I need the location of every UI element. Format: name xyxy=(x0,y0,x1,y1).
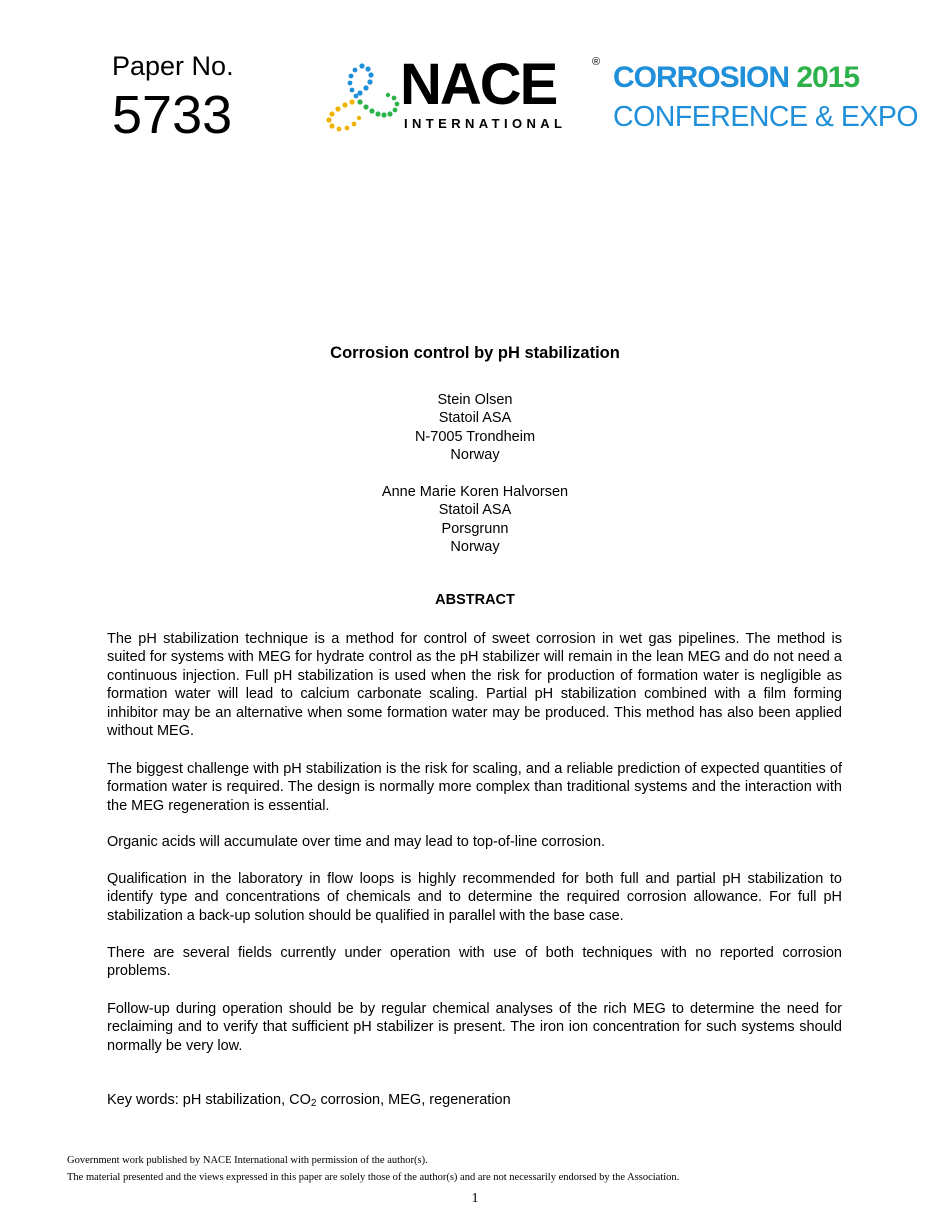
author-city: Porsgrunn xyxy=(441,520,509,537)
footer-disclaimer: The material presented and the views expressed in this paper are solely those of the author(s) and are not necessarily endorsed by the Association. xyxy=(67,1172,680,1183)
nace-swirl-icon xyxy=(322,58,402,134)
author-company: Statoil ASA xyxy=(438,410,512,427)
nace-logo xyxy=(322,52,612,134)
conference-subtitle: CONFERENCE & EXPO xyxy=(613,101,919,133)
footer-permission: Government work published by NACE International with permission of the author(s). xyxy=(67,1155,428,1166)
paper-title: Corrosion control by pH stabilization xyxy=(330,344,620,362)
abstract-paragraph: Organic acids will accumulate over time and may lead to top-of-line corrosion. xyxy=(107,834,606,850)
author-company: Statoil ASA xyxy=(438,502,512,519)
nace-international-text: INTERNATIONAL xyxy=(404,116,567,131)
author-block-1 xyxy=(0,391,950,465)
keywords xyxy=(107,1091,511,1113)
paper-label: Paper No. xyxy=(112,51,234,81)
abstract-paragraph: The pH stabilization technique is a method for control of sweet corrosion in wet gas pipelines. The method is suited for systems with MEG for hydrate control as the pH stabilizer will remain in the lean MEG and do not need a continuous injection. Full pH stabilization is used when the risk for production of formation water is negligible as formation water will lead to calcium carbonate scaling. Partial pH stabilization combined with a film forming inhibitor may be an alternative when some formation water may be produced. This method has also been applied without MEG. xyxy=(107,631,842,740)
abstract-paragraph: Follow-up during operation should be by regular chemical analyses of the rich MEG to determine the need for reclaiming and to verify that sufficient pH stabilizer is present. The iron ion concentration for such systems should normally be very low. xyxy=(107,1001,842,1054)
conference-year: 2015 xyxy=(796,61,860,94)
author-country: Norway xyxy=(450,447,500,464)
paper-number: 5733 xyxy=(112,85,233,145)
abstract-paragraph: The biggest challenge with pH stabilization is the risk for scaling, and a reliable prediction of expected quantities of formation water is required. The design is normally more complex than traditional systems and the interaction with the MEG regeneration is essential. xyxy=(107,761,842,814)
author-country: Norway xyxy=(450,539,500,556)
abstract-paragraph: There are several fields currently under operation with use of both techniques with no reported corrosion problems. xyxy=(107,945,842,980)
page-number: 1 xyxy=(471,1191,479,1206)
conference-word: CORROSION xyxy=(613,61,790,94)
nace-wordmark: NACE xyxy=(400,52,557,117)
conference-title xyxy=(613,60,859,96)
abstract-heading: ABSTRACT xyxy=(435,592,515,608)
author-city: N-7005 Trondheim xyxy=(414,428,536,445)
author-name: Stein Olsen xyxy=(437,392,513,408)
registered-mark: ® xyxy=(592,56,601,68)
keywords-suffix: corrosion, MEG, regeneration xyxy=(316,1092,511,1108)
author-block-2 xyxy=(0,483,950,557)
author-name: Anne Marie Koren Halvorsen xyxy=(381,484,569,500)
keywords-prefix: Key words: pH stabilization, CO xyxy=(107,1092,311,1108)
keywords-subscript: 2 xyxy=(310,1098,317,1109)
abstract-paragraph: Qualification in the laboratory in flow loops is highly recommended for both full and partial pH stabilization to identify type and concentrations of chemicals and to determine the required corrosion allowance. For full pH stabilization a back-up solution should be qualified in parallel with the base case. xyxy=(107,871,842,924)
